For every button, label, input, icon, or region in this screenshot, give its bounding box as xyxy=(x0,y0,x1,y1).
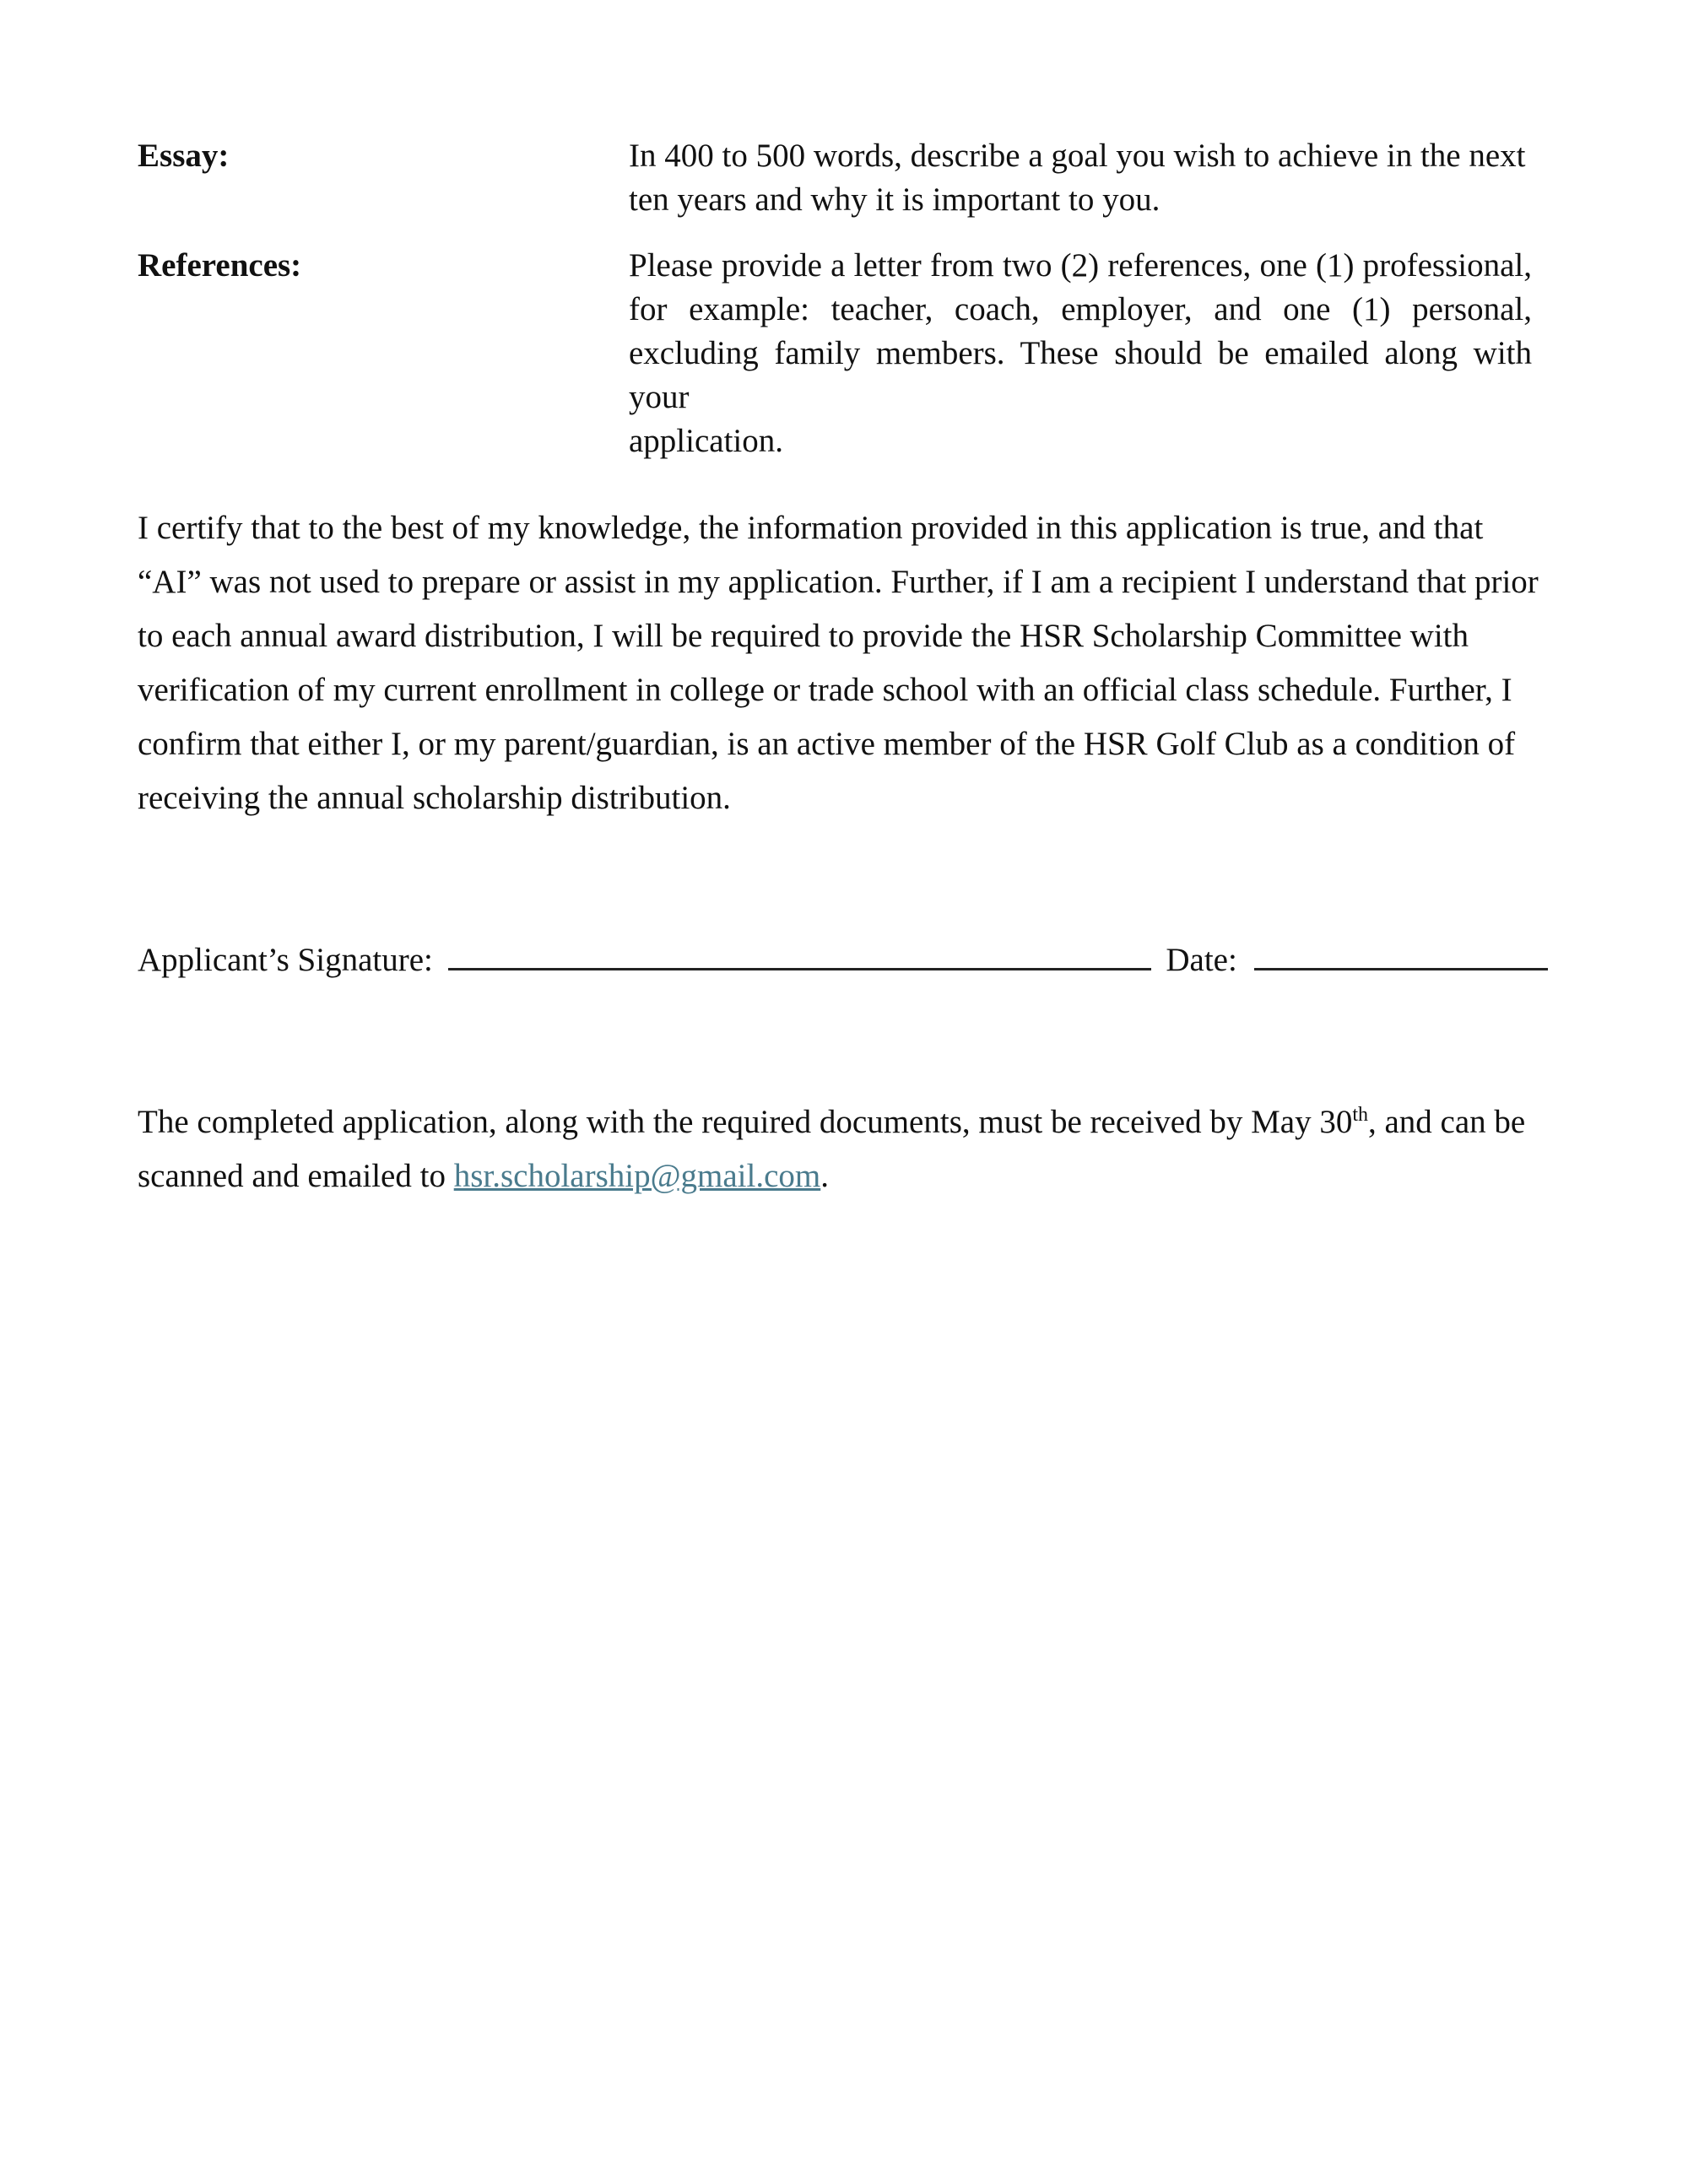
references-label: References: xyxy=(138,247,302,284)
signature-field[interactable] xyxy=(448,936,1151,970)
certification-line: “AI” was not used to prepare or assist in my application. Further, if I am a recipient I understand that prior xyxy=(138,564,1539,600)
closing-text: The completed application, along with the required documents, must be received by May 30 xyxy=(138,1104,1353,1140)
certification-line: receiving the annual scholarship distribution. xyxy=(138,780,731,816)
email-link[interactable]: hsr.scholarship@gmail.com xyxy=(453,1158,821,1194)
essay-label: Essay: xyxy=(138,138,230,174)
closing-text: , and can be xyxy=(1368,1104,1526,1140)
date-label: Date: xyxy=(1166,942,1237,978)
essay-line: In 400 to 500 words, describe a goal you wish to achieve in the next xyxy=(629,138,1526,174)
references-line: Please provide a letter from two (2) references, one (1) professional, xyxy=(629,247,1532,284)
essay-description xyxy=(629,134,1532,222)
certification-line: to each annual award distribution, I will be required to provide the HSR Scholarship Committee with xyxy=(138,618,1469,654)
references-description xyxy=(629,244,1532,463)
closing-text: . xyxy=(820,1158,829,1194)
references-line: excluding family members. These should be emailed along with your xyxy=(629,335,1532,415)
ordinal-suffix: th xyxy=(1352,1104,1368,1126)
references-line: application. xyxy=(629,423,784,459)
certification-line: I certify that to the best of my knowledge, the information provided in this application is true, and that xyxy=(138,510,1484,546)
closing-paragraph xyxy=(138,1095,1539,1203)
date-field[interactable] xyxy=(1254,936,1548,970)
signature-label: Applicant’s Signature: xyxy=(138,942,433,978)
essay-line: ten years and why it is important to you. xyxy=(629,181,1160,218)
closing-text: scanned and emailed to xyxy=(138,1158,454,1194)
signature-row xyxy=(138,935,1548,986)
references-line: for example: teacher, coach, employer, and one (1) personal, xyxy=(629,291,1532,327)
certification-line: confirm that either I, or my parent/guardian, is an active member of the HSR Golf Club as a condition of xyxy=(138,726,1516,762)
certification-paragraph xyxy=(138,501,1539,825)
certification-line: verification of my current enrollment in college or trade school with an official class schedule. Further, I xyxy=(138,672,1512,708)
